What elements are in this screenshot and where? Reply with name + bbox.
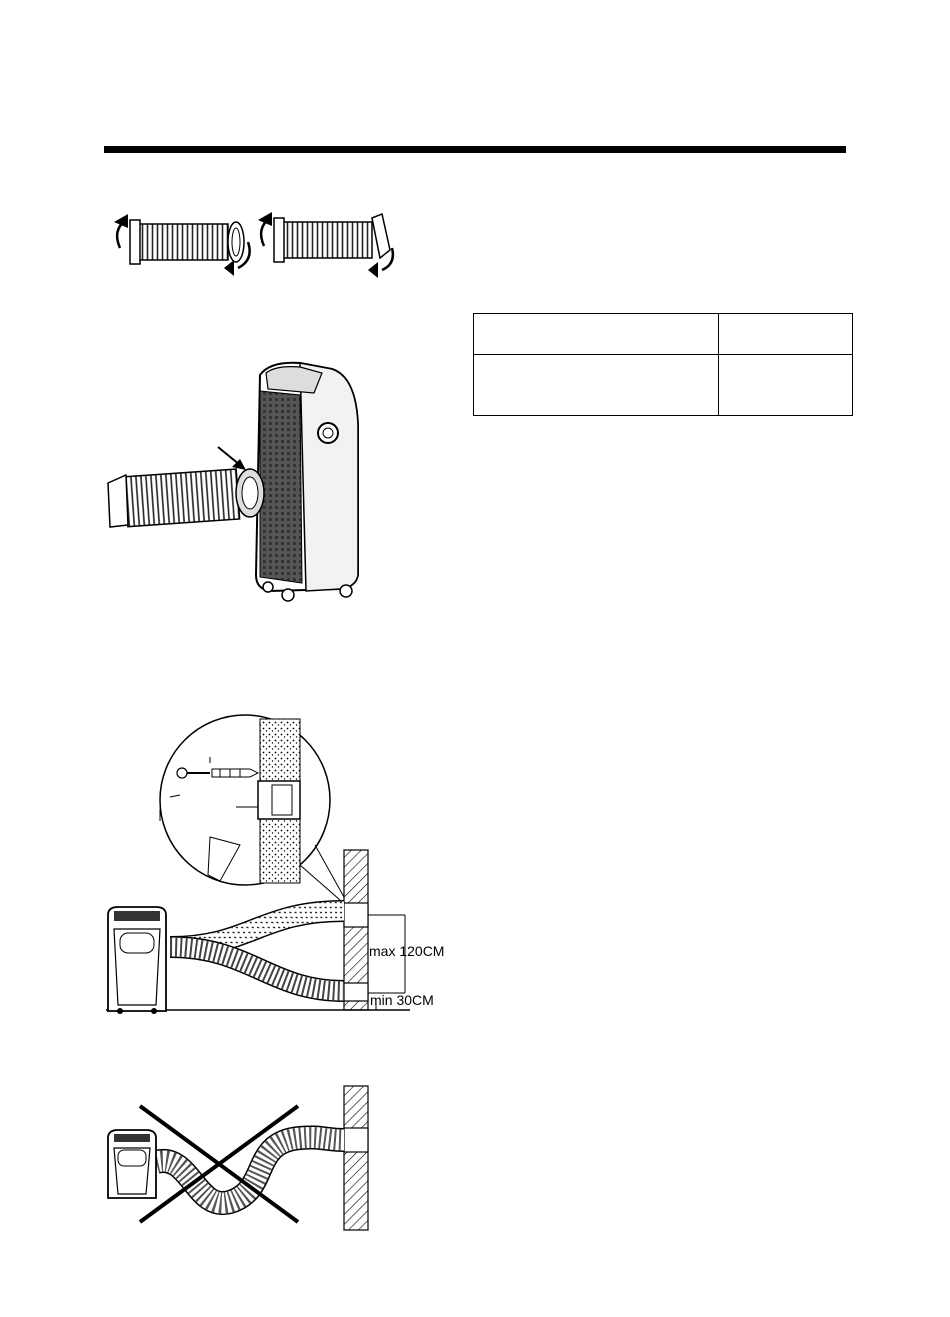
portable-ac-unit-icon <box>108 1130 156 1198</box>
hose-rotation-figure <box>100 200 410 290</box>
max-height-label: max 120CM <box>369 943 445 959</box>
table-cell <box>719 355 853 416</box>
table-cell <box>719 314 853 355</box>
wall-installation-figure <box>100 715 460 1020</box>
header-rule <box>104 146 846 153</box>
incorrect-installation-figure <box>100 1082 380 1234</box>
table-cell <box>474 314 719 355</box>
portable-ac-unit-icon <box>256 363 358 601</box>
hose-left-icon <box>114 214 250 276</box>
table-row <box>474 355 853 416</box>
arrow-icon <box>218 447 246 470</box>
table-cell <box>474 355 719 416</box>
unit-connection-figure <box>100 355 380 610</box>
exhaust-hose-icon <box>108 469 264 527</box>
spec-table <box>473 313 853 416</box>
hose-right-icon <box>258 212 393 278</box>
portable-ac-unit-icon <box>108 907 166 1014</box>
min-height-label: min 30CM <box>370 992 434 1008</box>
table-row <box>474 314 853 355</box>
